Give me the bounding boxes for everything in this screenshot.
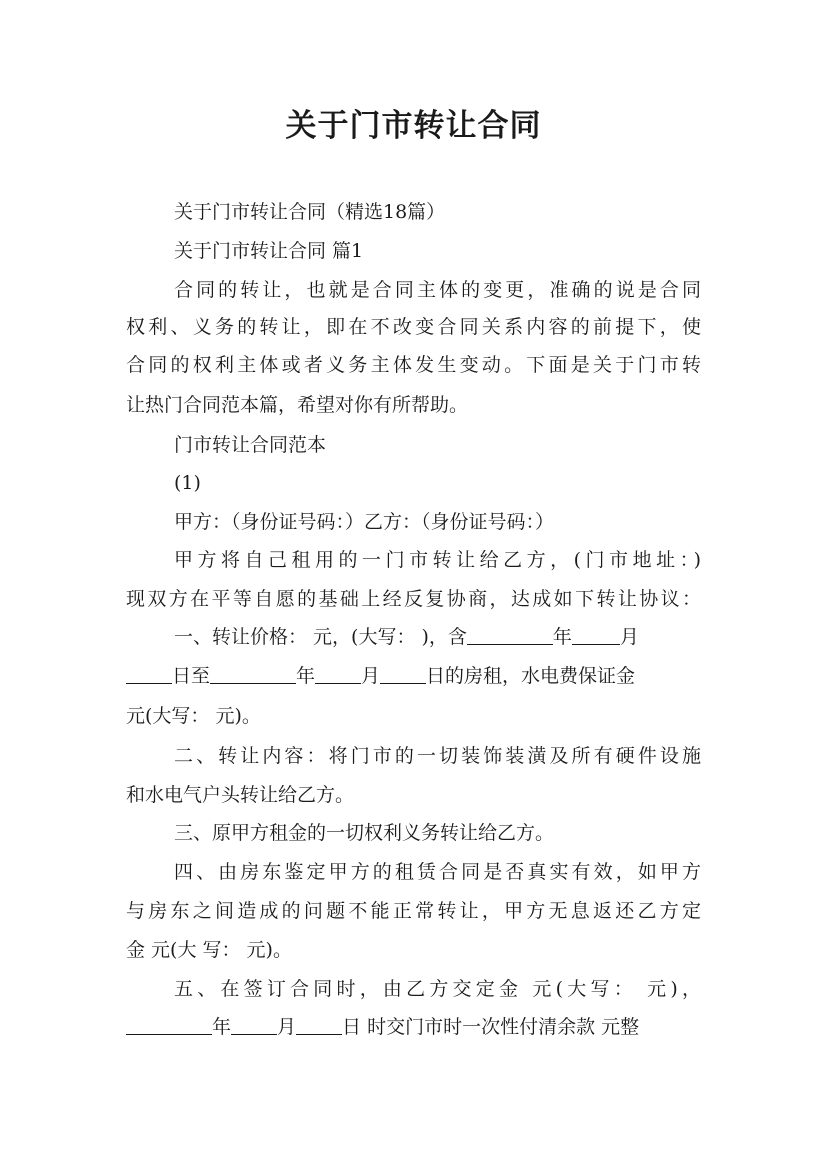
clause-text: 月 xyxy=(361,665,381,687)
clause-line xyxy=(126,661,701,691)
blank-underline xyxy=(380,663,426,684)
clause-text: 日 时交门市时一次性付清余款 元整 xyxy=(342,1016,640,1038)
paragraph-line: 二、转让内容：将门市的一切装饰装潢及所有硬件设施 xyxy=(174,745,701,767)
clause-line xyxy=(126,1012,701,1042)
paragraph-line: 五、在签订合同时，由乙方交定金 元(大写： 元)， xyxy=(174,978,701,1000)
document-title: 关于门市转让合同 xyxy=(285,108,542,144)
paragraph-line: 元(大写： 元)。 xyxy=(126,705,261,727)
party-line: 甲方：（身份证号码：）乙方：（身份证号码：） xyxy=(174,511,555,533)
blank-underline xyxy=(296,1014,342,1035)
clause-text: 日的房租，水电费保证金 xyxy=(426,665,636,687)
section-heading: 门市转让合同范本 xyxy=(174,434,327,456)
paragraph-line: 现双方在平等自愿的基础上经反复协商，达成如下转让协议： xyxy=(126,588,701,610)
paragraph-line: 合同的权利主体或者义务主体发生变动。下面是关于门市转 xyxy=(126,354,701,376)
clause-line xyxy=(174,622,701,652)
blank-underline xyxy=(231,1014,277,1035)
paragraph-line: 甲方将自己租用的一门市转让给乙方，(门市地址：) xyxy=(174,549,701,571)
paragraph-line: 让热门合同范本篇，希望对你有所帮助。 xyxy=(126,394,469,416)
blank-underline xyxy=(126,1014,212,1035)
blank-underline xyxy=(572,624,620,645)
doc-subtitle: 关于门市转让合同（精选18篇） xyxy=(174,201,446,223)
clause-text: 日至 xyxy=(172,665,211,687)
paragraph-line: 和水电气户头转让给乙方。 xyxy=(126,784,355,806)
article-heading: 关于门市转让合同 篇1 xyxy=(174,240,364,262)
paragraph-line: 四、由房东鉴定甲方的租赁合同是否真实有效，如甲方 xyxy=(174,861,701,883)
blank-underline xyxy=(126,663,172,684)
paragraph-line: 权利、义务的转让，即在不改变合同关系内容的前提下，使 xyxy=(126,316,701,338)
clause-text: 月 xyxy=(619,626,639,648)
clause-text: 年 xyxy=(212,1016,232,1038)
clause-text: 年 xyxy=(296,665,316,687)
clause-text: 月 xyxy=(277,1016,297,1038)
section-number: (1) xyxy=(174,472,201,494)
blank-underline xyxy=(467,624,553,645)
paragraph-line: 合同的转让，也就是合同主体的变更，准确的说是合同 xyxy=(174,279,701,301)
blank-underline xyxy=(210,663,296,684)
paragraph-line: 三、原甲方租金的一切权利义务转让给乙方。 xyxy=(174,822,555,844)
blank-underline xyxy=(315,663,361,684)
clause-text: 年 xyxy=(552,626,572,648)
clause-text: 一、转让价格： 元，(大写： )，含 xyxy=(174,626,467,648)
paragraph-line: 金 元(大 写： 元)。 xyxy=(126,939,292,961)
paragraph-line: 与房东之间造成的问题不能正常转让，甲方无息返还乙方定 xyxy=(126,900,701,922)
